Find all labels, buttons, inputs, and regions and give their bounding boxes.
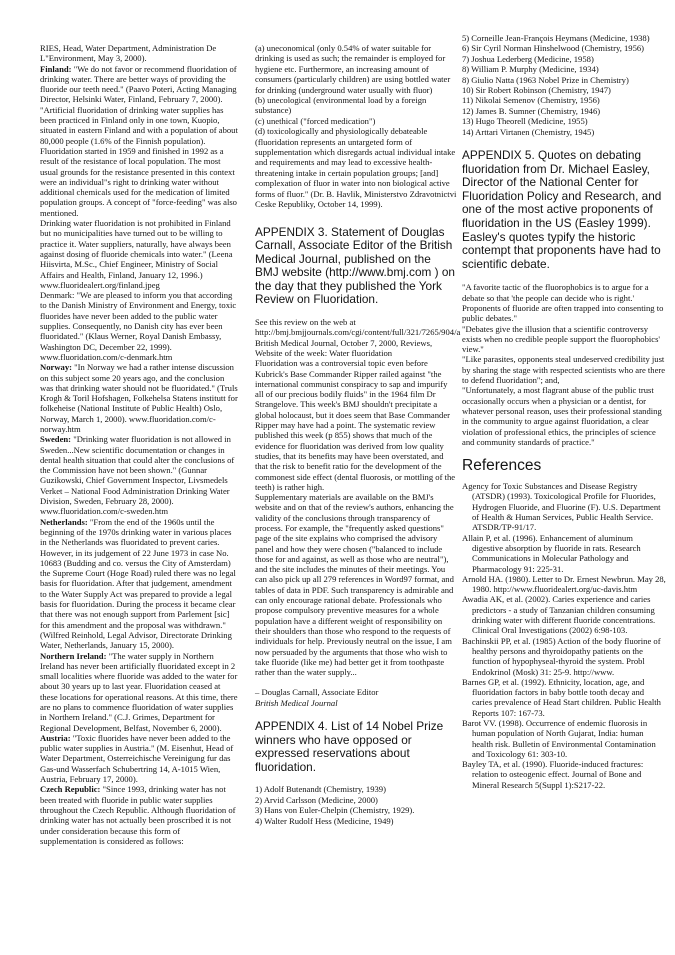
quote-text: "Since 1993, drinking water has not been treated with fluoride in public water supplies throughout the Czech Republic. Although fluoridation of drinking water has not actually been proscribed it is not under consideration because this form of supplementation is considered as follows: [40,784,236,846]
body-paragraph: Drinking water fluoridation is not prohibited in Finland but no municipalities have turned out to be willing to practice it. Water suppliers, naturally, have always been against dosing of fluoride chemicals into water." (Leena Hiisvirta, M.Sc., Chief Engineer, Ministry of Social Affairs and Health, Finland, January 12, 1996.) www.fluoridealert.org/finland.jpeg [40,218,233,290]
country-label: Czech Republic: [40,784,101,795]
list-item: (b) unecological (environmental load by a foreign substance) [255,95,427,116]
list-item: (d) toxicologically and physiologically debateable (fluoridation represents an untargeted form of supplementation which disregards actual individual intake and requirements and may lead to excessive health-threatening intake in certain population groups; [and] complexation of fluor in water into non biological active forms of fluor." (Dr. B. Havlik, Ministerstvo Zdravotnictvi Ceske Republiky, October 14, 1999). [255,126,457,210]
nobel-item: 5) Corneille Jean-François Heymans (Medicine, 1938) [462,33,650,43]
column-1 [40,43,238,846]
body-paragraph: See this review on the web at http://bmj.bmjjournals.com/cgi/content/full/321/7265/904/a British Medical Journal, October 7, 2000, Reviews, Website of the week: Water fluoridation [255,317,461,358]
appendix-5-heading: APPENDIX 5. Quotes on debating fluoridation from Dr. Michael Easley, Director of the National Center for Fluoridation Policy and Research, and one of the most active proponents of fluoridation in the US (Easley 1999). Easley's quotes typify the historic contempt that proponents have had to scientific debate. [462,148,662,271]
body-paragraph: – Douglas Carnall, Associate Editor [255,687,379,698]
country-label: Netherlands: [40,516,88,527]
reference-entry: Allain P, et al. (1996). Enhancement of aluminum digestive absorption by fluoride in rats. Research Communications in Molecular Pathology and Pharmacology 91: 225-31. [462,532,641,574]
reference-entry: Barnes GP, et al. (1992). Ethnicity, location, age, and fluoridation factors in baby bottle tooth decay and caries prevalence of Head Start children. Public Health Reports 107: 167-73. [462,676,661,718]
column-3 [462,33,666,790]
reference-entry: Arnold HA. (1980). Letter to Dr. Ernest Newbrun. May 28, 1980. http://www.fluoridealert.org/uc-davis.htm [462,573,666,595]
body-paragraph: Denmark: "We are pleased to inform you that according to the Danish Ministry of Environment and Energy, toxic fluorides have never been added to the public water supplies. Consequently, no Danish city has ever been fluoridated." (Klaus Werner, Royal Danish Embassy, Washington DC, December 22, 1999). www.fluoridation.com/c-denmark.htm [40,290,237,362]
body-paragraph [40,434,238,516]
references-list [462,481,666,790]
quote-paragraph: "Unfortunately, a most flagrant abuse of the public trust occasionally occurs when a physician or a dentist, for whatever personal reason, uses their professional standing in the community to argue against fluoridation, a clear violation of professional ethics, the principles of science and community standards of practice." [462,385,662,447]
body-paragraph [40,64,238,105]
body-paragraph [40,784,238,846]
nobel-item: 1) Adolf Butenandt (Chemistry, 1939) [255,784,386,795]
country-label: Finland: [40,63,72,74]
quote-text: "From the end of the 1960s until the beginning of the 1970s drinking water in various places in the Netherlands was fluoridated to prevent caries. However, in its judgement of 22 June 1973 in case No. 10683 (Budding and co. versus the City of Amsterdam) the Supreme Court (Hoge Road) ruled there was no legal basis for fluoridation. After that judgement, amendment to the Water Supply Act was prepared to provide a legal basis for fluoridation. During the process it became clear that there was not enough support from Parlement [sic] for this amendment and the proposal was withdrawn." (Wilfred Reinhold, Legal Advisor, Directorate Drinking Water, Netherlands, January 15, 2000). [40,516,236,651]
nobel-item: 4) Walter Rudolf Hess (Medicine, 1949) [255,815,394,826]
quote-paragraph: "Debates give the illusion that a scientific controversy exists when no credible people support the fluorophobics' view." [462,323,660,355]
nobel-item: 8) Giulio Natta (1963 Nobel Prize in Chemistry) [462,74,629,85]
appendix-5-body [462,282,666,447]
nobel-list-continued [462,33,666,137]
body-paragraph [40,651,238,733]
body-paragraph: RIES, Head, Water Department, Administration De L"Environment, May 3, 2000). [40,43,217,64]
appendix-3-body [255,317,461,708]
body-paragraph: Supplementary materials are available on the BMJ's website and on that of the review's authors, enhancing the validity of the conclusions through transparency of process. For example, the "frequently asked questions" page of the site explains who comprised the advisory panel and how they were chosen ("balanced to include those for and against, as well as those who are neutral"), and the site includes the minutes of their meetings. You can also pick up all 279 references in Word97 format, and tables of data in PDF. Such transparency is admirable and can only encourage rational debate. Professionals who propose compulsory preventive measures for a whole population have a different weight of responsibility on their shoulders than those who respond to the requests of individuals for help. Previously neutral on the issue, I am now persuaded by the arguments that those who wish to take fluoride (like me) had better get it from toothpaste rather than the water supply... [255,492,454,678]
body-paragraph [40,733,238,784]
nobel-item: 14) Arttari Virtanen (Chemistry, 1945) [462,126,595,137]
nobel-item: 2) Arvid Carlsson (Medicine, 2000) [255,794,378,805]
body-paragraph: Fluoridation was a controversial topic even before Kubrick's Base Commander Ripper railed against "the international communist conspiracy to sap and impurify all of our precious bodily fluids" in the 1964 film Dr Strangelove. This week's BMJ shouldn't precipitate a global holocaust, but it does seem that Base Commander Ripper may have had a point. The systematic review published this week (p 855) shows that much of the evidence for fluoridation was derived from low quality studies, that its benefits may have been overstated, and that the risk to benefit ratio for the development of the commonest side effect (dental fluorosis, or mottling of the teeth) is rather high. [255,358,456,492]
reference-entry: Agency for Toxic Substances and Disease Registry (ATSDR) (1993). Toxicological Profile for Fluorides, Hydrogen Fluoride, and Fluorine (F). U.S. Department of Health & Human Services, Public Health Service. ATSDR/TP-91/17. [462,481,661,533]
reference-entry: Bachinskii PP, et al. (1985) Action of the body fluorine of healthy persons and thyroidopathy patients on the function of hypophyseal-thyroid the system. Probl Endokrinol (Mosk) 31: 25-9. http://www. [462,635,661,677]
nobel-list [255,784,457,826]
references-heading: References [462,457,542,475]
body-paragraph [40,517,238,651]
czech-reasons-list [255,43,457,210]
nobel-item: 11) Nikolai Semenov (Chemistry, 1956) [462,95,600,106]
nobel-item: 8) William P. Murphy (Medicine, 1934) [462,64,599,75]
country-label: Norway: [40,362,72,373]
body-paragraph [40,362,238,434]
country-label: Northern Ireland: [40,650,107,661]
reference-entry: Barot VV. (1998). Occurrence of endemic fluorosis in human population of North Gujarat, India: human health risk. Bulletin of Environmental Contamination and Toxicology 61: 303-10. [462,717,656,759]
body-paragraph: "Artificial fluoridation of drinking water supplies has been practiced in Finland only in one town, Kuopio, situated in eastern Finland and with a population of about 80,000 people (1.6% of the Finnish population). Fluoridation started in 1959 and finished in 1992 as a result of the resistance of local population. The most usual grounds for the resistance presented in this context were an individual"s right to drinking water without additional chemicals used for the medication of limited population groups. A concept of "force-feeding" was also mentioned. [40,104,238,218]
nobel-item: 10) Sir Robert Robinson (Chemistry, 1947) [462,85,611,96]
reference-entry: Awadia AK, et al. (2002). Caries experience and caries predictors - a study of Tanzanian children consuming drinking water with different fluoride concentrations. Clinical Oral Investigations (2002) 6:98-103. [462,594,656,636]
appendix-4-heading: APPENDIX 4. List of 14 Nobel Prize winners who have opposed or expressed reservations about fluoridation. [255,719,444,774]
quote-paragraph: "Like parasites, opponents steal undeserved credibility just by sharing the stage with respected scientists who are there to defend fluoridation"; and, [462,354,666,386]
appendix-3-heading: APPENDIX 3. Statement of Douglas Carnall, Associate Editor of the British Medical Journal, published on the BMJ website (http://www.bmj.com ) on the day that they published the York Review on Fluoridation. [255,224,455,307]
column-2 [255,43,461,826]
country-label: Sweden: [40,434,72,445]
nobel-item: 6) Sir Cyril Norman Hinshelwood (Chemistry, 1956) [462,43,645,54]
list-item: (c) unethical ("forced medication") [255,115,376,126]
nobel-item: 13) Hugo Theorell (Medicine, 1955) [462,116,588,127]
quote-text: "In Norway we had a rather intense discussion on this subject some 20 years ago, and the conclusion was that drinking water should not be fluoridated." (Truls Krogh & Toril Hofshagen, Folkehelsa Statens institutt for folkeheise (National Institute of Public Health) Oslo, Norway, March 1, 2000). www.fluoridation.com/c-norway.htm [40,362,238,434]
quote-text: "Drinking water fluoridation is not allowed in Sweden...New scientific documentation or changes in dental health situation that could alter the conclusions of the Commission have not been shown." (Gunnar Guzikowski, Chief Government Inspector, Livsmedels Verket – National Food Administration Drinking Water Division, Sweden, February 28, 2000). www.fluoridation.com/c-sweden.htm [40,434,235,517]
quote-text: "The water supply in Northern Ireland has never been artificially fluoridated except in 2 small localities where fluoride was added to the water for about 30 years up to last year. Fluoridation ceased at these locations for operational reasons. At this time, there are no plans to commence fluoridation of water supplies in Northern Ireland." (C.J. Grimes, Department for Regional Development, Belfast, November 6, 2000). [40,650,238,733]
nobel-item: 12) James B. Sumner (Chemistry, 1946) [462,105,601,116]
quote-paragraph: "A favorite tactic of the fluorophobics is to argue for a debate so that 'the people can decide who is right.' Proponents of fluoride are often trapped into consenting to public debates." [462,282,664,324]
reference-entry: Bayley TA, et al. (1990). Fluoride-induced fractures: relation to osteogenic effect. Journal of Bone and Mineral Research 5(Suppl 1):S217-22. [462,759,644,790]
quote-text: "We do not favor or recommend fluoridation of drinking water. There are better ways of providing the fluoride our teeth need." (Paavo Poteri, Acting Managing Director, Helsinki Water, Finland, February 7, 2000). [40,63,237,105]
nobel-item: 7) Joshua Lederberg (Medicine, 1958) [462,53,594,64]
body-paragraph: British Medical Journal [255,697,338,708]
list-item: (a) uneconomical (only 0.54% of water suitable for drinking is used as such; the remainder is employed for hygiene etc. Furthermore, an increasing amount of consumers (particularly children) are using bottled water for drinking (underground water usually with fluor) [255,43,451,95]
country-label: Austria: [40,732,71,743]
quote-text: "Toxic fluorides have never been added to the public water supplies in Austria." (M. Eisenhut, Head of Water Department, Osterreichische Vereinigung fur das Gas-und Wasserfach Schubertring 14, A-1015 Wien, Austria, February 17, 2000). [40,732,234,785]
nobel-item: 3) Hans von Euler-Chelpin (Chemistry, 1929). [255,805,415,816]
